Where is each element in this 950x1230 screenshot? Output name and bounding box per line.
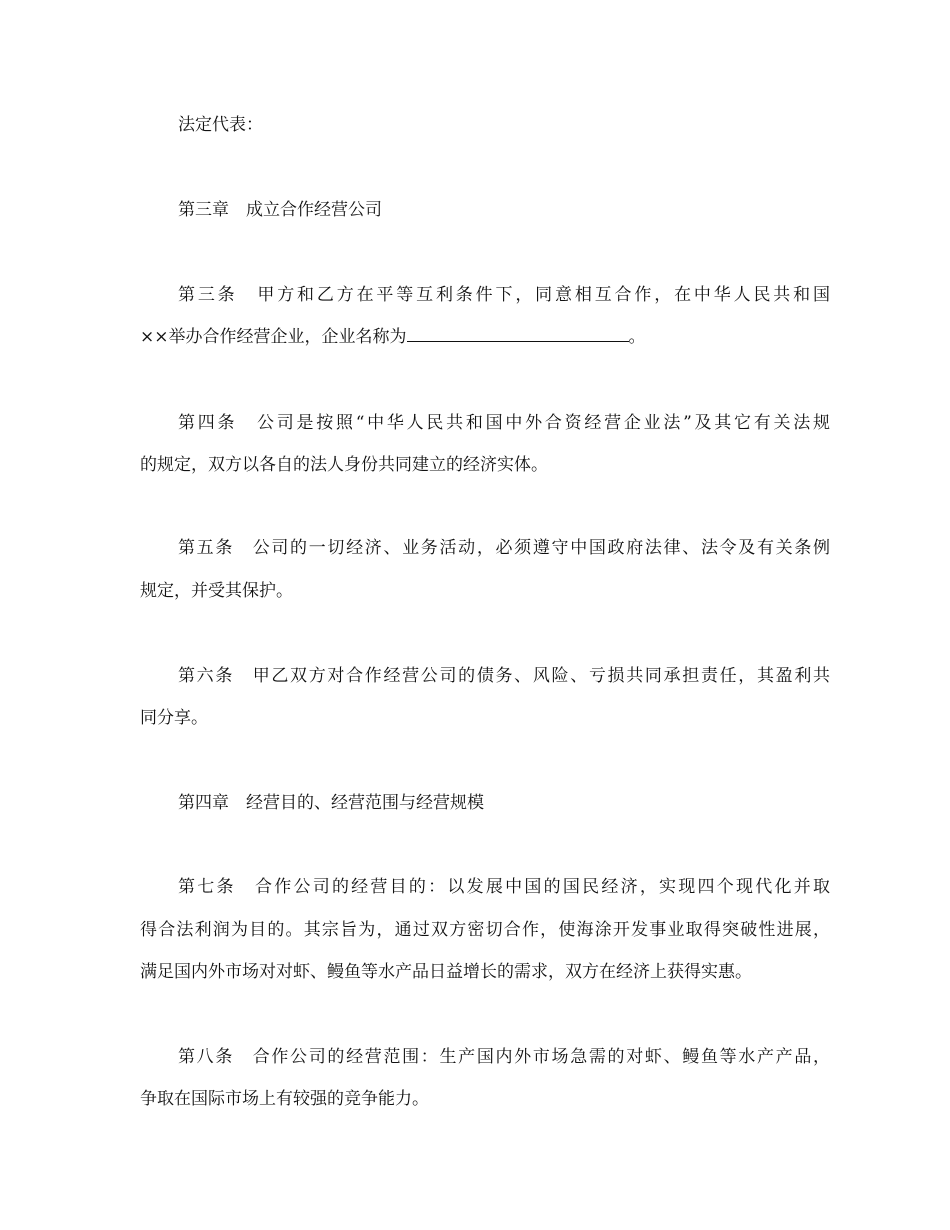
article-6-line-2: 同分享。 — [140, 708, 208, 728]
chapter-3-heading: 第三章 成立合作经营公司 — [178, 200, 382, 220]
article-3-line-1: 第三条 甲方和乙方在平等互利条件下，同意相互合作，在中华人民共和国 — [178, 285, 830, 305]
article-4-line-2: 的规定，双方以各自的法人身份共同建立的经济实体。 — [140, 455, 548, 475]
legal-representative-label: 法定代表： — [178, 115, 263, 135]
article-5-line-1: 第五条 公司的一切经济、业务活动，必须遵守中国政府法律、法令及有关条例 — [178, 538, 830, 558]
article-8-line-2: 争取在国际市场上有较强的竞争能力。 — [140, 1089, 429, 1109]
article-6-line-1: 第六条 甲乙双方对合作经营公司的债务、风险、亏损共同承担责任，其盈利共 — [178, 666, 830, 686]
article-7-line-3: 满足国内外市场对对虾、鳗鱼等水产品日益增长的需求，双方在经济上获得实惠。 — [140, 962, 752, 982]
company-name-blank — [407, 325, 629, 342]
article-3-line-2 — [140, 325, 830, 349]
article-4-line-1: 第四条 公司是按照“中华人民共和国中外合资经营企业法”及其它有关法规 — [178, 413, 830, 433]
article-5-line-2: 规定，并受其保护。 — [140, 581, 293, 601]
article-8-line-1: 第八条 合作公司的经营范围：生产国内外市场急需的对虾、鳗鱼等水产产品， — [178, 1047, 830, 1067]
article-7-line-1: 第七条 合作公司的经营目的：以发展中国的国民经济，实现四个现代化并取 — [178, 877, 830, 897]
chapter-4-heading: 第四章 经营目的、经营范围与经营规模 — [178, 793, 484, 813]
article-3-text: ××举办合作经营企业，企业名称为 — [140, 327, 407, 347]
article-7-line-2: 得合法利润为目的。其宗旨为，通过双方密切合作，使海涂开发事业取得突破性进展， — [140, 920, 830, 940]
article-3-period: 。 — [628, 327, 646, 347]
